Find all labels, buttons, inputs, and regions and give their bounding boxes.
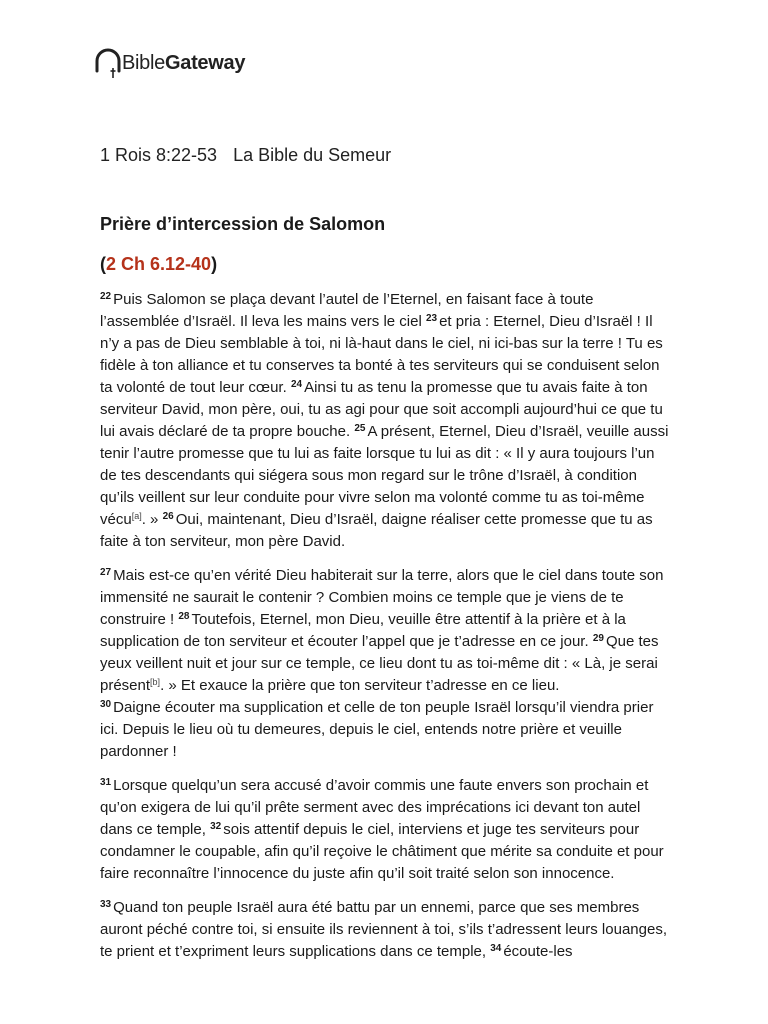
biblegateway-logo-icon: [94, 47, 124, 79]
cross-reference-link[interactable]: 2 Ch 6.12-40: [106, 254, 212, 274]
verse-text: Ainsi tu as tenu la promesse que tu avais faite à ton serviteur David, mon père, oui, tu as agi pour que soit accompli aujourd’hui ce que tu lui avais déclaré de ta propre bouche.: [100, 379, 663, 440]
cross-ref-open: (: [100, 254, 106, 274]
verse-number: 30: [100, 699, 112, 710]
footnote-link[interactable]: [a]: [131, 511, 142, 521]
logo-text-light: Bible: [122, 51, 165, 74]
verse-number: 27: [100, 567, 112, 578]
paragraph: [100, 565, 672, 763]
verse-number: 22: [100, 291, 112, 302]
paragraph: [100, 289, 672, 553]
verse-text: Quand ton peuple Israël aura été battu par un ennemi, parce que ses membres auront péché contre toi, si ensuite ils reviennent à toi, s’ils t’adressent leurs louanges, te prient et t’expriment leurs supplications dans ce temple,: [100, 899, 667, 960]
verse-text: Toutefois, Eternel, mon Dieu, veuille être attentif à la prière et à la supplication de ton serviteur et écouter l’appel que je t’adresse en ce jour.: [100, 611, 626, 650]
verse-text: A présent, Eternel, Dieu d’Israël, veuille aussi tenir l’autre promesse que tu lui as faite lorsque tu lui as dit : « Il y aura toujours l’un de tes descendants qui siégera sous mon regard sur le trône d’Israël, à condition qu’ils veillent sur leur conduite pour vivre selon ma volonté comme tu as toi-même vécu: [100, 423, 669, 528]
biblegateway-logo[interactable]: [94, 46, 245, 80]
paragraph: [100, 775, 672, 885]
logo-text-bold: Gateway: [164, 51, 246, 74]
verse-text: . »: [141, 511, 163, 528]
bible-version: La Bible du Semeur: [233, 145, 392, 165]
verse-text: Puis Salomon se plaça devant l’autel de l’Eternel, en faisant face à toute l’assemblée d’Israël. Il leva les mains vers le ciel: [100, 291, 594, 330]
verse-number: 28: [178, 611, 190, 622]
verse-text: Que tes yeux veillent nuit et jour sur ce temple, ce lieu dont tu as toi-même dit : « Là, je serai présent: [100, 633, 659, 694]
verse-number: 34: [490, 943, 502, 954]
logo-wordmark: [122, 52, 245, 75]
verse-number: 29: [592, 633, 604, 644]
verse-text: Daigne écouter ma supplication et celle de ton peuple Israël lorsqu’il viendra prier ici. Depuis le lieu où tu demeures, depuis le ciel, entends notre prière et veuille pardonner !: [100, 699, 654, 760]
verse-text: Lorsque quelqu’un sera accusé d’avoir commis une faute envers son prochain et qu’on exigera de lui qu’il prête serment avec des imprécations ici devant ton autel dans ce temple,: [100, 777, 649, 838]
verse-number: 25: [354, 423, 366, 434]
verse-number: 32: [210, 821, 222, 832]
verse-text: Oui, maintenant, Dieu d’Israël, daigne réaliser cette promesse que tu as faite à ton serviteur, mon père David.: [100, 511, 653, 550]
verse-number: 31: [100, 777, 112, 788]
verse-text: sois attentif depuis le ciel, interviens et juge tes serviteurs pour condamner le coupable, afin qu’il reçoive le châtiment que mérite sa conduite et pour faire reconnaître l’innocence du juste afin qu’il soit traité selon son innocence.: [100, 821, 664, 882]
passage-reference: 1 Rois 8:22-53: [100, 145, 218, 165]
verse-number: 24: [290, 379, 303, 390]
verse-text: Mais est-ce qu’en vérité Dieu habiterait sur la terre, alors que le ciel dans toute son immensité ne saurait le contenir ? Combien moins ce temple que je viens de te construire !: [100, 567, 664, 628]
paragraph: [100, 897, 672, 963]
passage-header: [100, 145, 391, 166]
section-title: Prière d’intercession de Salomon: [100, 214, 386, 234]
footnote-link[interactable]: [b]: [150, 677, 161, 687]
passage-text: [100, 289, 672, 975]
verse-number: 23: [425, 313, 438, 324]
cross-reference-line: [100, 254, 217, 275]
verse-text: . » Et exauce la prière que ton serviteur t’adresse en ce lieu.: [160, 677, 560, 694]
cross-ref-close: ): [211, 254, 218, 274]
verse-text: écoute-les: [503, 943, 573, 960]
verse-text: et pria : Eternel, Dieu d’Israël ! Il n’y a pas de Dieu semblable à toi, ni là-haut dans le ciel, ni ici-bas sur la terre ! Tu es fidèle à ton alliance et tu conserves ta bonté à tes serviteurs qui se conduisent selon ta volonté de tout leur cœur.: [100, 313, 663, 396]
verse-number: 33: [100, 899, 112, 910]
verse-number: 26: [162, 511, 174, 522]
